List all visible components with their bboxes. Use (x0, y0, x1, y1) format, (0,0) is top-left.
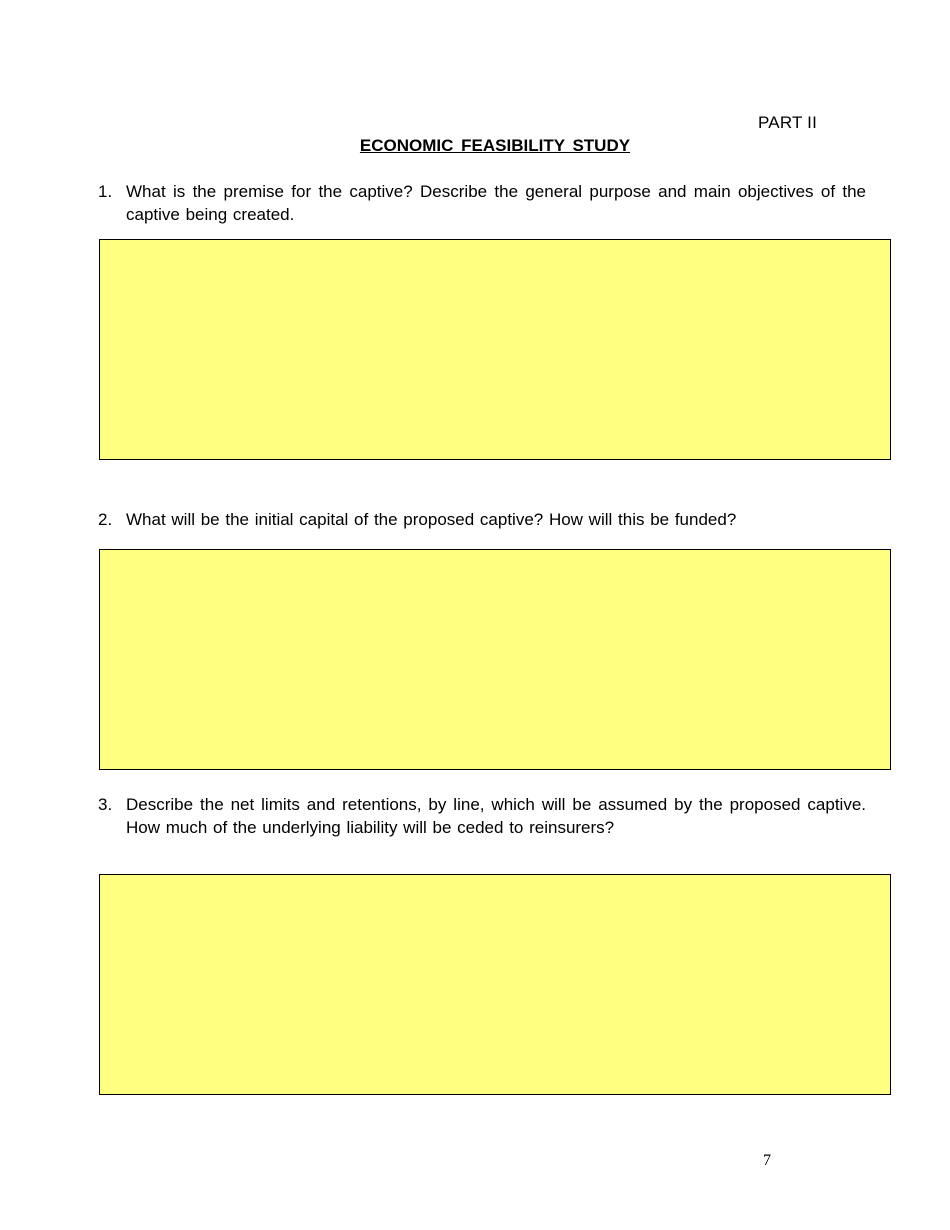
part-label: PART II (758, 113, 818, 132)
answer-field-2[interactable] (99, 549, 891, 770)
question-number: 2. (98, 510, 113, 529)
page-title: ECONOMIC FEASIBILITY STUDY (359, 136, 631, 155)
question-number: 3. (98, 795, 113, 814)
page-number: 7 (763, 1152, 771, 1169)
question-1 (98, 180, 866, 226)
answer-field-1[interactable] (99, 239, 891, 460)
question-number: 1. (98, 182, 113, 201)
question-3 (98, 793, 866, 839)
answer-field-3[interactable] (99, 874, 891, 1095)
question-text: What will be the initial capital of the proposed captive? How will this be funded? (126, 510, 737, 529)
question-text: Describe the net limits and retentions, by line, which will be assumed by the proposed captive. How much of the underlying liability will be ceded to reinsurers? (126, 795, 866, 837)
question-2 (98, 508, 866, 531)
question-text: What is the premise for the captive? Describe the general purpose and main objectives of the captive being created. (126, 182, 866, 224)
